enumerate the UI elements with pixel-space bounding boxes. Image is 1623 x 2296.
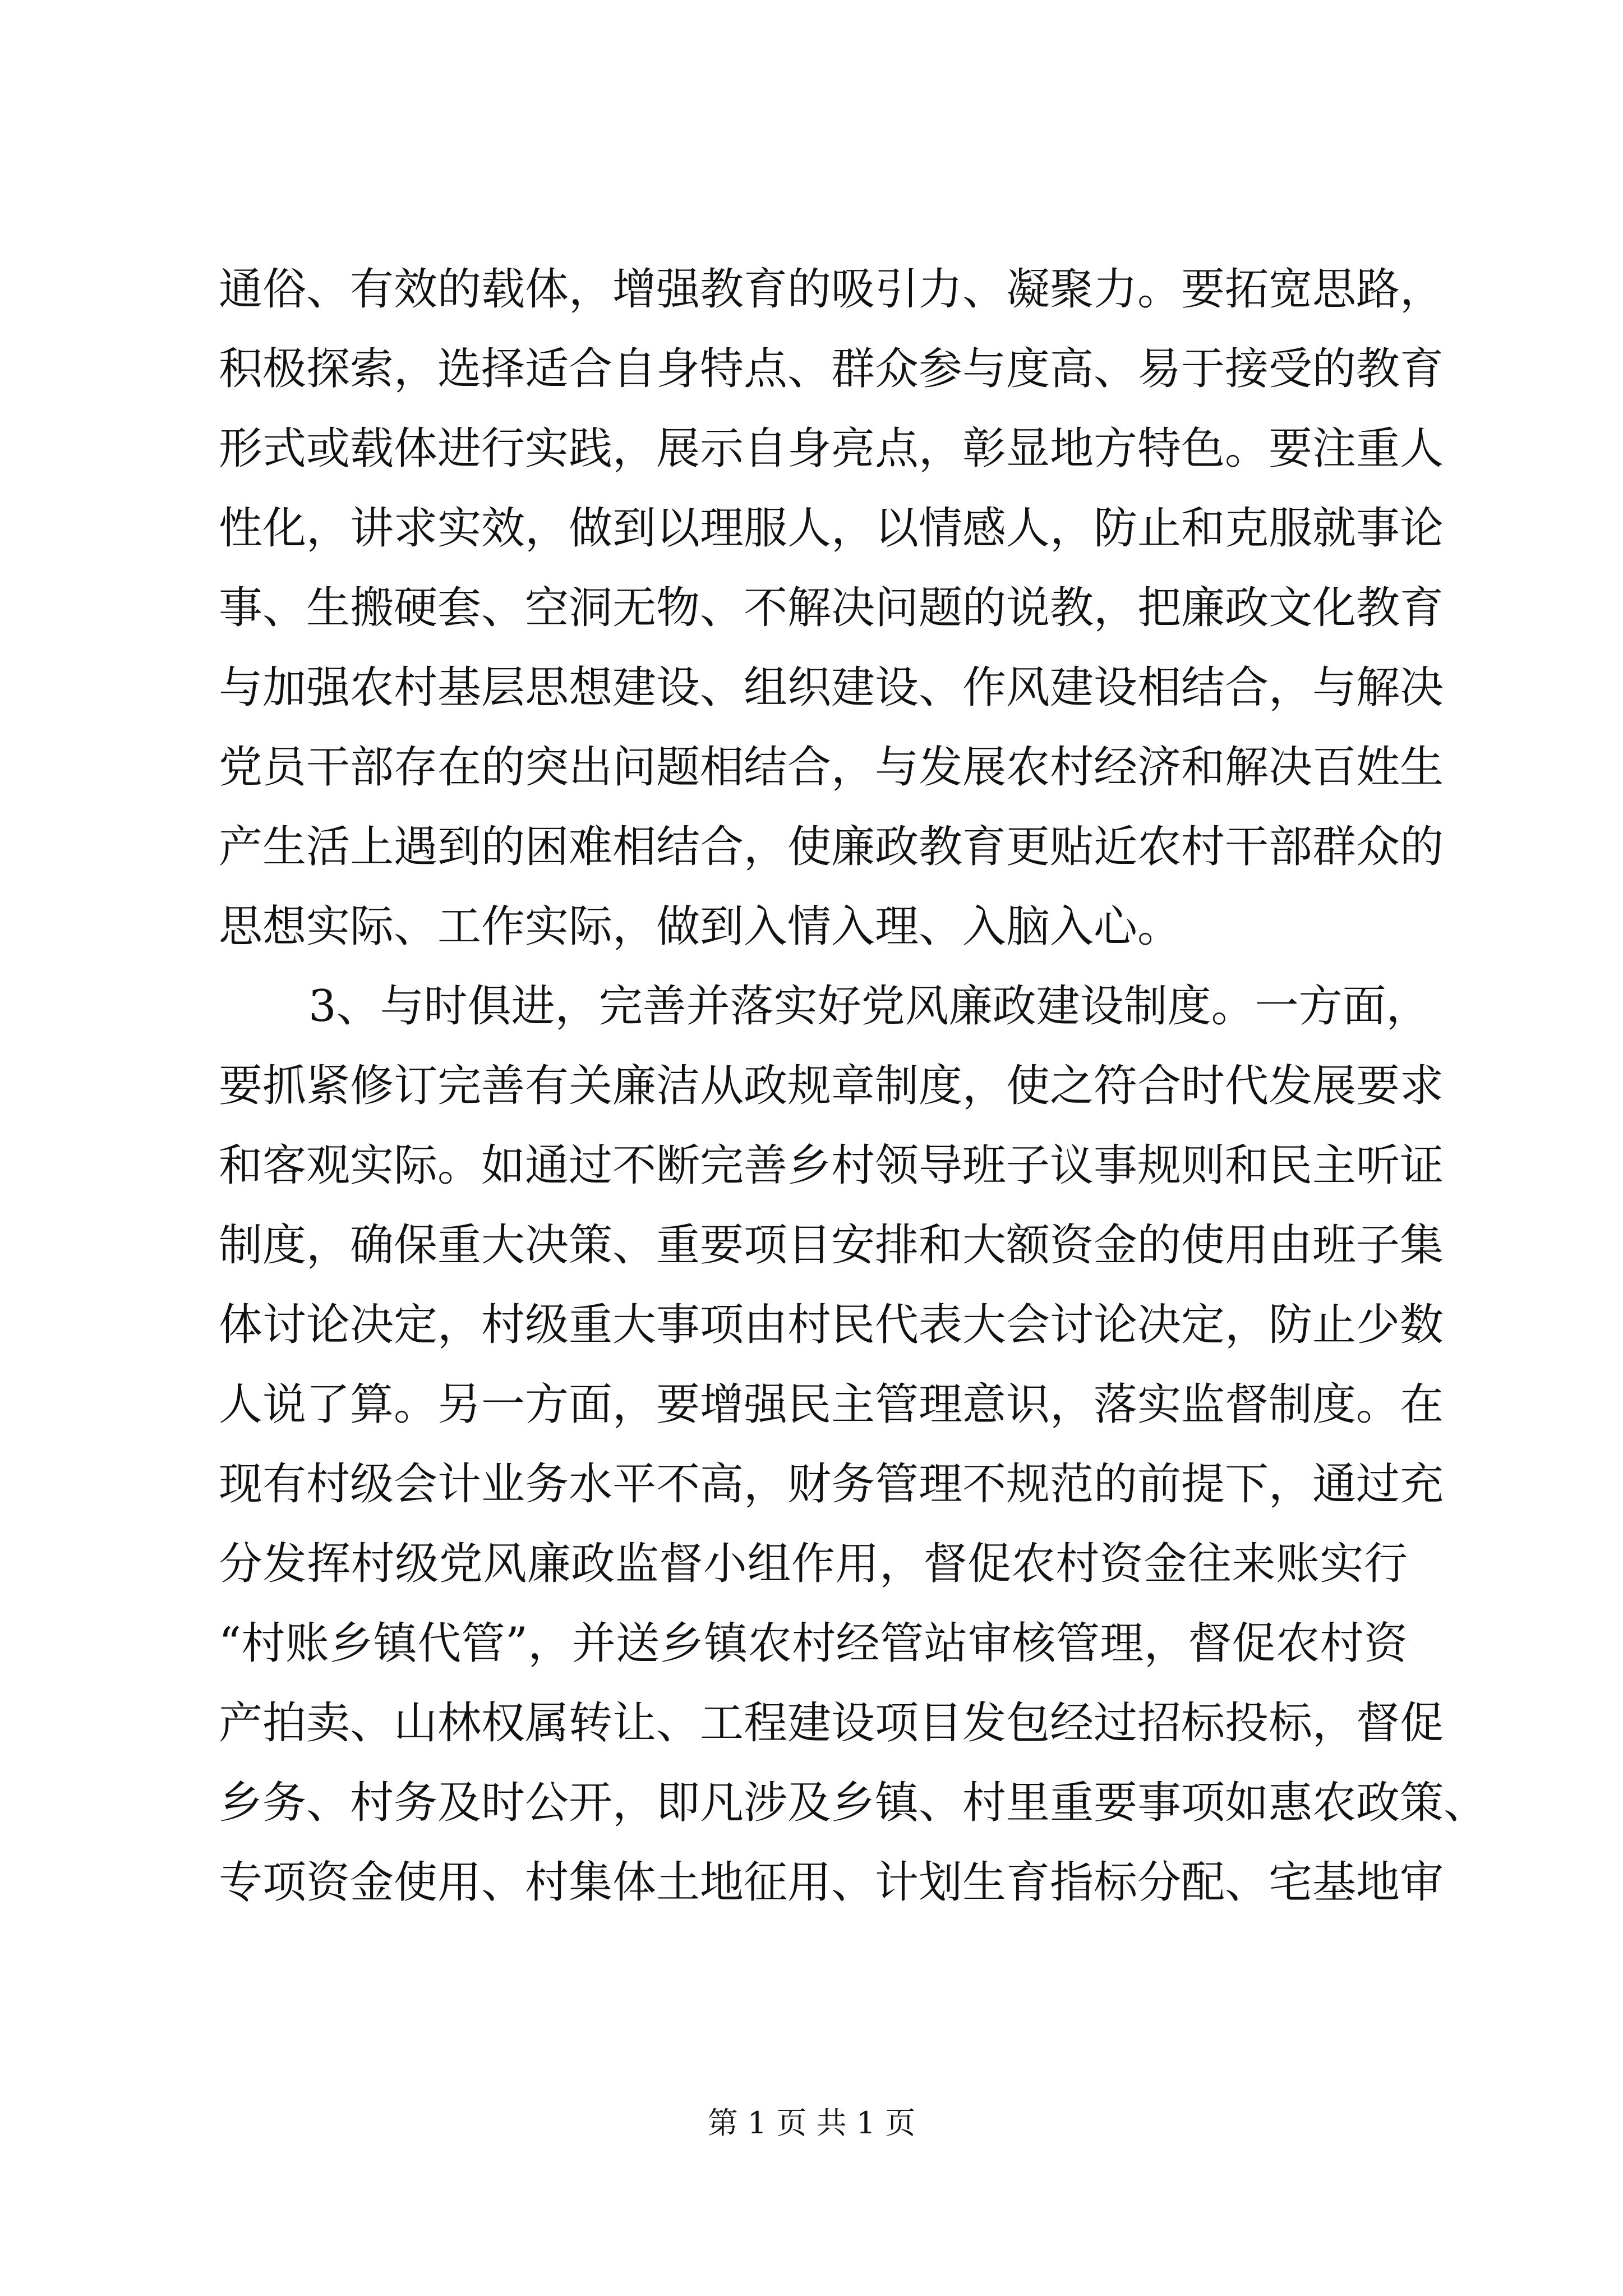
- text-line: 产拍卖、山林权属转让、工程建设项目发包经过招标投标，督促: [219, 1698, 1444, 1749]
- text-line: 现有村级会计业务水平不高，财务管理不规范的前提下，通过充: [219, 1459, 1444, 1510]
- text-line: 分发挥村级党风廉政监督小组作用，督促农村资金往来账实行: [219, 1539, 1408, 1589]
- text-line: 事、生搬硬套、空洞无物、不解决问题的说教，把廉政文化教育: [219, 583, 1444, 633]
- text-line: 体讨论决定，村级重大事项由村民代表大会讨论决定，防止少数: [219, 1300, 1444, 1350]
- text-line: 思想实际、工作实际，做到入情入理、入脑入心。: [219, 901, 1182, 952]
- text-line: 产生活上遇到的困难相结合，使廉政教育更贴近农村干部群众的: [219, 822, 1444, 872]
- text-line: 制度，确保重大决策、重要项目安排和大额资金的使用由班子集: [219, 1220, 1444, 1271]
- text-line: 要抓紧修订完善有关廉洁从政规章制度，使之符合时代发展要求: [219, 1061, 1444, 1111]
- text-line: 专项资金使用、村集体土地征用、计划生育指标分配、宅基地审: [219, 1857, 1444, 1908]
- text-line: 党员干部存在的突出问题相结合，与发展农村经济和解决百姓生: [219, 742, 1444, 793]
- paragraph-first-line: 3、与时俱进，完善并落实好党风廉政建设制度。一方面，: [308, 981, 1430, 1032]
- text-line: 积极探索，选择适合自身特点、群众参与度高、易于接受的教育: [219, 344, 1444, 394]
- text-line: 形式或载体进行实践，展示自身亮点，彰显地方特色。要注重人: [219, 424, 1444, 474]
- text-line: 通俗、有效的载体，增强教育的吸引力、凝聚力。要拓宽思路，: [219, 264, 1444, 315]
- page-number-footer: 第 1 页 共 1 页: [707, 2105, 916, 2141]
- text-line: 人说了算。另一方面，要增强民主管理意识，落实监督制度。在: [219, 1379, 1444, 1430]
- text-line: 与加强农村基层思想建设、组织建设、作风建设相结合，与解决: [219, 662, 1444, 713]
- text-line: “村账乡镇代管”，并送乡镇农村经管站审核管理，督促农村资: [219, 1618, 1408, 1669]
- text-line: 性化，讲求实效，做到以理服人，以情感人，防止和克服就事论: [219, 503, 1444, 554]
- body-text: [219, 250, 1488, 1922]
- text-line: 和客观实际。如通过不断完善乡村领导班子议事规则和民主听证: [219, 1140, 1444, 1191]
- text-line: 乡务、村务及时公开，即凡涉及乡镇、村里重要事项如惠农政策、: [219, 1778, 1488, 1828]
